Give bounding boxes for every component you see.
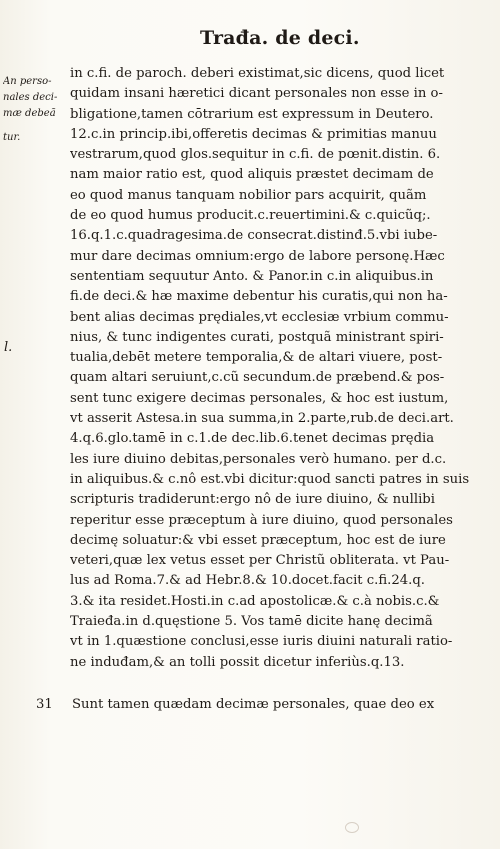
text-line: bent alias decimas prędiales,vt ecclesiæ vrbium commu- — [70, 309, 449, 325]
running-head: Trađa. de deci. — [200, 27, 360, 49]
text-line: fi.de deci.& hæ maxime debentur his curatis,qui non ha- — [70, 289, 448, 305]
paper-mark — [345, 822, 359, 833]
text-line: bligatione,tamen cōtrarium est expressum in Deutero. — [70, 106, 434, 122]
margin-note-line: mæ debeã — [3, 108, 56, 119]
text-line: vt asserit Astesa.in sua summa,in 2.parte,rub.de deci.art. — [70, 411, 454, 427]
text-line: 12.c.in princip.ibi,offeretis decimas & primitias manuu — [70, 126, 437, 142]
text-line: Traieđa.in d.quęstione 5. Vos tamē dicite hanę decimã — [70, 614, 433, 630]
text-line: in c.fi. de paroch. deberi existimat,sic dicens, quod licet — [70, 66, 445, 81]
margin-note-line: nales deci- — [3, 92, 58, 103]
text-line: in aliquibus.& c.nô est.vbi dicitur:quod sancti patres in suis — [70, 471, 470, 487]
text-line: mur dare decimas omnium:ergo de labore personę.Hæc — [70, 248, 445, 264]
text-line: eo quod manus tanquam nobilior pars acquirit, quãm — [70, 187, 427, 203]
text-line: tualia,debēt metere temporalia,& de altari viuere, post- — [70, 350, 443, 366]
text-line: 4.q.6.glo.tamē in c.1.de dec.lib.6.tenet decimas prędia — [70, 431, 435, 447]
text-line: ne induđam,& an tolli possit dicetur inferiùs.q.13. — [70, 654, 405, 670]
text-line: quam altari seruiunt,c.cũ secundum.de præbend.& pos- — [70, 370, 445, 386]
text-line: decimę soluatur:& vbi esset præceptum, hoc est de iure — [70, 532, 446, 548]
text-line: scripturis tradiderunt:ergo nô de iure diuino, & nullibi — [70, 492, 435, 508]
text-line: reperitur esse præceptum à iure diuino, quod personales — [70, 512, 453, 528]
text-line: les iure diuino debitas,personales verò humano. per d.c. — [70, 451, 447, 467]
margin-note-line: tur. — [3, 132, 21, 143]
text-line: 3.& ita residet.Hosti.in c.ad apostolicæ.& c.à nobis.c.& — [70, 593, 440, 609]
text-line: nius, & tunc indigentes curati, postquã ministrant spiri- — [70, 329, 444, 345]
text-line: vt in 1.quæstione conclusi,esse iuris diuini naturali ratio- — [70, 634, 453, 650]
text-line: de eo quod humus producit.c.reuertimini.& c.quicũq;. — [70, 208, 431, 224]
text-line: vestrarum,quod glos.sequitur in c.fi. de pœnit.distin. 6. — [70, 147, 441, 163]
text-line: nam maior ratio est, quod aliquis præstet decimam de — [70, 167, 434, 183]
margin-note — [3, 74, 63, 146]
body-text — [70, 64, 475, 673]
final-line — [36, 697, 476, 712]
text-line: sent tunc exigere decimas personales, & hoc est iustum, — [70, 390, 449, 406]
margin-mark: l. — [4, 340, 13, 355]
final-line-text: Sunt tamen quædam decimæ personales, quae deo ex — [71, 697, 435, 712]
text-line: quidam insani hæretici dicant personales non esse in o- — [70, 86, 443, 102]
margin-note-line: An perso- — [3, 76, 52, 87]
text-line: veteri,quæ lex vetus esset per Christũ obliterata. vt Pau- — [70, 553, 450, 569]
line-number: 31 — [36, 697, 53, 712]
text-line: 16.q.1.c.quadragesima.de consecrat.distinđ.5.vbi iube- — [70, 228, 438, 244]
text-line: lus ad Roma.7.& ad Hebr.8.& 10.docet.facit c.fi.24.q. — [70, 573, 425, 589]
text-line: sententiam sequutur Anto. & Panor.in c.in aliquibus.in — [70, 268, 434, 284]
